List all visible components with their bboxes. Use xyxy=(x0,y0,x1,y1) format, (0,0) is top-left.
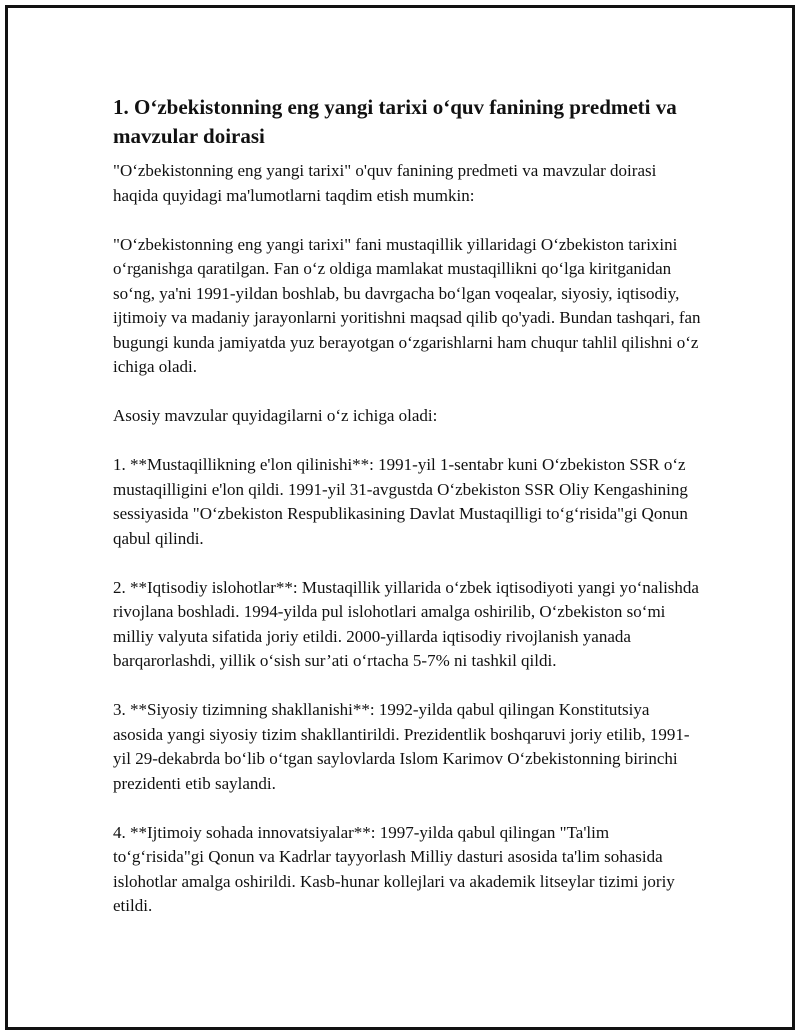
paragraph-intro: "O‘zbekistonning eng yangi tarixi" o'quv fanining predmeti va mavzular doirasi haqida quyidagi ma'lumotlarni taqdim etish mumkin: xyxy=(113,161,657,205)
document-body xyxy=(113,93,703,943)
paragraph-topics-heading: Asosiy mavzular quyidagilarni o‘z ichiga oladi: xyxy=(113,406,438,425)
document-title: 1. O‘zbekistonning eng yangi tarixi o‘quv fanining predmeti va mavzular doirasi xyxy=(113,95,677,148)
list-item-social-innovations: 4. **Ijtimoiy sohada innovatsiyalar**: 1997-yilda qabul qilingan "Ta'lim to‘g‘risida"gi Qonun va Kadrlar tayyorlash Milliy dasturi asosida ta'lim sohasida islohotlar amalga oshirildi. Kasb-hunar kollejlari va akademik litseylar tizimi joriy etildi. xyxy=(113,822,675,915)
list-item-economic-reforms: 2. **Iqtisodiy islohotlar**: Mustaqillik yillarida o‘zbek iqtisodiyoti yangi yo‘nalishda rivojlana boshladi. 1994-yilda pul islohotlari amalga oshirilib, O‘zbekiston so‘mi milliy valyuta sifatida joriy etildi. 2000-yillarda iqtisodiy rivojlanish yanada barqarorlashdi, yillik o‘sish sur’ati o‘rtacha 5-7% ni tashkil qildi. xyxy=(113,577,699,670)
list-item-independence: 1. **Mustaqillikning e'lon qilinishi**: 1991-yil 1-sentabr kuni O‘zbekiston SSR o‘z mustaqilligini e'lon qildi. 1991-yil 31-avgustda O‘zbekiston SSR Oliy Kengashining sessiyasida "O‘zbekiston Respublikasining Davlat Mustaqilligi to‘g‘risida"gi Qonun qabul qilindi. xyxy=(113,455,688,548)
list-item-political-system: 3. **Siyosiy tizimning shakllanishi**: 1992-yilda qabul qilingan Konstitutsiya asosida yangi siyosiy tizim shakllantirildi. Prezidentlik boshqaruvi joriy etilib, 1991-yil 29-dekabrda bo‘lib o‘tgan saylovlarda Islom Karimov O‘zbekistonning birinchi prezidenti etib saylandi. xyxy=(113,700,690,793)
paragraph-subject: "O‘zbekistonning eng yangi tarixi" fani mustaqillik yillaridagi O‘zbekiston tarixini o‘rganishga qaratilgan. Fan o‘z oldiga mamlakat mustaqillikni qo‘lga kiritganidan so‘ng, ya'ni 1991-yildan boshlab, bu davrgacha bo‘lgan voqealar, siyosiy, iqtisodiy, ijtimoiy va madaniy jarayonlarni yoritishni maqsad qilib qo'yadi. Bundan tashqari, fan bugungi kunda jamiyatda yuz berayotgan o‘zgarishlarni ham chuqur tahlil qilishni o‘z ichiga oladi. xyxy=(113,234,701,376)
